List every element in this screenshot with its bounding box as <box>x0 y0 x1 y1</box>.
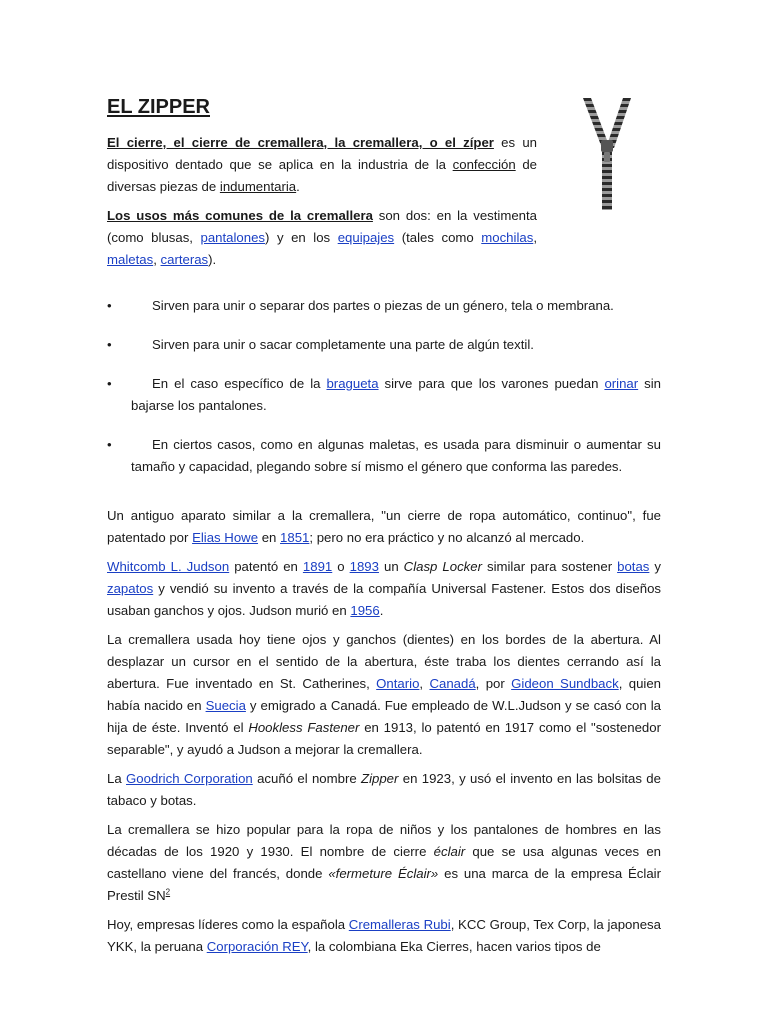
link-maletas[interactable]: maletas <box>107 252 154 267</box>
history-paragraph-sundback: La cremallera usada hoy tiene ojos y ganchos (dientes) en los bordes de la abertura. Al desplazar un cursor en el sentido de la abertura, éste traba los dientes cerrando así la abertura. Fue inventado en St. Catherines, Ontario, Canadá, por Gideon Sundback, quien había nacido en Suecia y emigrado a Canadá. Fue empleado de W.L.Judson y se casó con la hija de éste. Inventó el Hookless Fastener en 1913, lo patentó en 1917 como el "sostenedor separable", y ayudó a Judson a mejorar la cremallera. <box>107 632 662 757</box>
link-carteras[interactable]: carteras <box>160 252 209 267</box>
history-paragraph-howe: Un antiguo aparato similar a la cremallera, "un cierre de ropa automático, continuo", fue patentado por Elias Howe en 1851; pero no era práctico y no alcanzó al mercado. <box>107 508 661 545</box>
link-bragueta[interactable]: bragueta <box>326 376 379 391</box>
intro-paragraph: El cierre, el cierre de cremallera, la cremallera, o el zíper es un dispositivo dentado que se aplica en la industria de la confección de diversas piezas de indumentaria. <box>107 135 537 194</box>
usos-paragraph: Los usos más comunes de la cremallera son dos: en la vestimenta (como blusas, pantalones) y en los equipajes (tales como mochilas, maletas, carteras). <box>107 208 537 267</box>
link-pantalones[interactable]: pantalones <box>200 230 266 245</box>
uses-list <box>107 295 661 478</box>
bullet-icon: • <box>107 298 112 313</box>
history-paragraph-goodrich: La Goodrich Corporation acuñó el nombre Zipper en 1923, y usó el invento en las bolsitas de tabaco y botas. <box>107 771 661 808</box>
link-canada[interactable]: Canadá <box>429 676 476 691</box>
link-mochilas[interactable]: mochilas <box>481 230 534 245</box>
link-corporacion-rey[interactable]: Corporación REY <box>206 939 308 954</box>
list-item: • En el caso específico de la bragueta sirve para que los varones puedan orinar sin bajarse los pantalones. <box>107 373 661 417</box>
link-goodrich-corporation[interactable]: Goodrich Corporation <box>126 771 253 786</box>
bullet-icon: • <box>107 376 112 391</box>
list-item: • Sirven para unir o sacar completamente una parte de algún textil. <box>107 334 661 356</box>
link-1851[interactable]: 1851 <box>280 530 310 545</box>
link-1956[interactable]: 1956 <box>350 603 380 618</box>
link-whitcomb-judson[interactable]: Whitcomb L. Judson <box>107 559 230 574</box>
link-gideon-sundback[interactable]: Gideon Sundback <box>511 676 619 691</box>
link-equipajes[interactable]: equipajes <box>337 230 395 245</box>
link-cremalleras-rubi[interactable]: Cremalleras Rubi <box>348 917 451 932</box>
document-body <box>107 90 661 965</box>
bullet-icon: • <box>107 437 112 452</box>
history-paragraph-companies: Hoy, empresas líderes como la española Cremalleras Rubi, KCC Group, Tex Corp, la japonesa YKK, la peruana Corporación REY, la colombiana Eka Cierres, hacen varios tipos de <box>107 917 661 954</box>
link-confeccion[interactable]: confección <box>452 157 516 172</box>
link-botas[interactable]: botas <box>617 559 650 574</box>
footnote-ref[interactable]: 2 <box>165 887 171 897</box>
list-item: • Sirven para unir o separar dos partes o piezas de un género, tela o membrana. <box>107 295 661 317</box>
link-1891[interactable]: 1891 <box>302 559 333 574</box>
link-indumentaria[interactable]: indumentaria <box>219 179 297 194</box>
link-1893[interactable]: 1893 <box>349 559 379 574</box>
link-zapatos[interactable]: zapatos <box>107 581 154 596</box>
link-elias-howe[interactable]: Elias Howe <box>192 530 259 545</box>
page-title: EL ZIPPER <box>107 96 210 118</box>
history-paragraph-judson: Whitcomb L. Judson patentó en 1891 o 1893 un Clasp Locker similar para sostener botas y zapatos y vendió su invento a través de la compañía Universal Fastener. Estos dos diseños usaban ganchos y ojos. Judson murió en 1956. <box>107 559 661 618</box>
list-item: • En ciertos casos, como en algunas maletas, es usada para disminuir o aumentar su tamaño y capacidad, plegando sobre sí mismo el género que conforma las paredes. <box>107 434 661 478</box>
bullet-icon: • <box>107 337 112 352</box>
history-paragraph-eclair: La cremallera se hizo popular para la ropa de niños y los pantalones de hombres en las décadas de los 1920 y 1930. El nombre de cierre éclair que se usa algunas veces en castellano viene del francés, donde «fermeture Éclair» es una marca de la empresa Éclair Prestil $SN^2$ <box>107 822 661 903</box>
link-ontario[interactable]: Ontario <box>376 676 420 691</box>
link-suecia[interactable]: Suecia <box>205 698 246 713</box>
link-orinar[interactable]: orinar <box>604 376 639 391</box>
